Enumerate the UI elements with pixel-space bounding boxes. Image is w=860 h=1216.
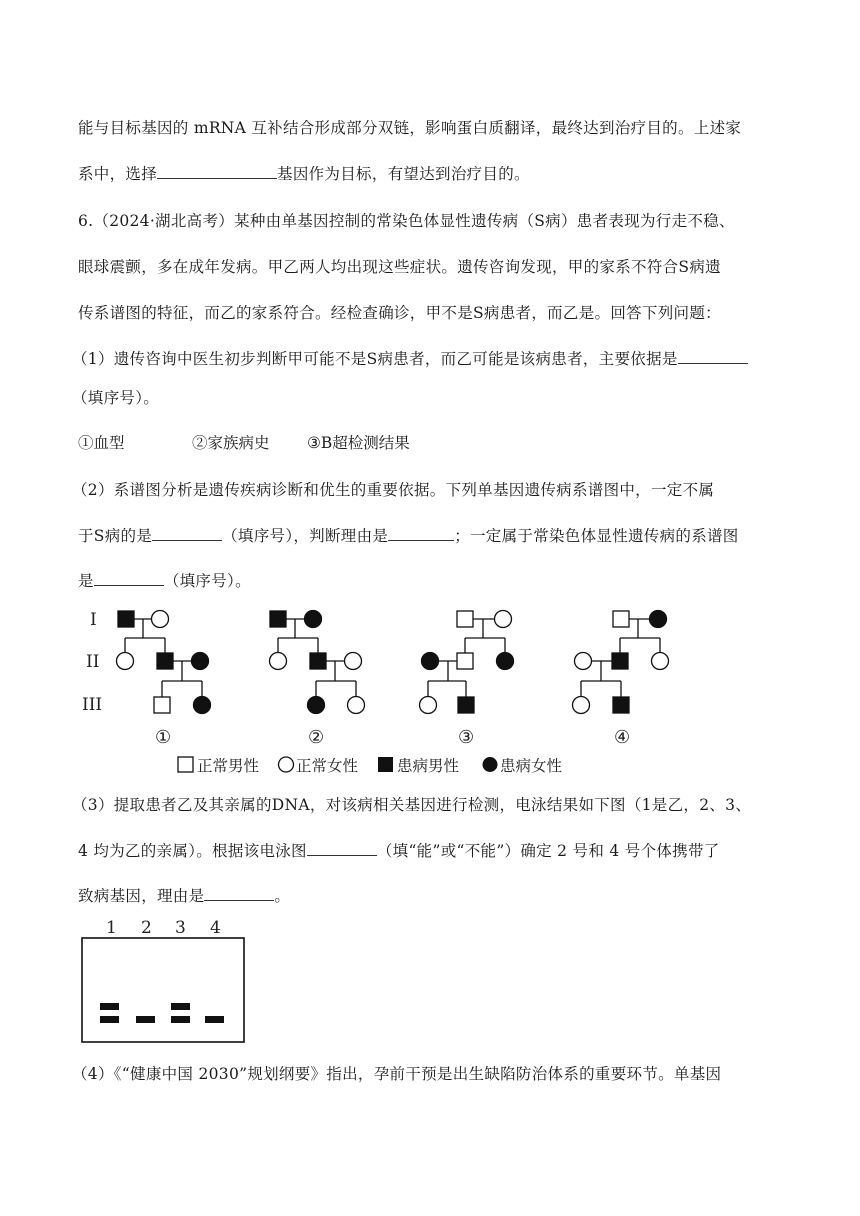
text-span: 致病基因，理由是 xyxy=(78,887,205,905)
option-1: ①血型 xyxy=(78,434,125,452)
lane-label-3: 3 xyxy=(175,918,186,938)
normal-female-symbol xyxy=(279,757,294,772)
sub-question-2-line-2 xyxy=(78,526,739,546)
answer-blank xyxy=(388,526,454,541)
sub-question-3-line-3 xyxy=(78,886,290,906)
text-span: 于S病的是 xyxy=(78,527,153,545)
pedigree-figure xyxy=(70,600,690,780)
legend-affected-female: 患病女性 xyxy=(500,757,563,775)
sub-question-3-line-2 xyxy=(78,841,720,861)
answer-blank xyxy=(204,886,274,901)
sub-question-2-line-1: （2）系谱图分析是遗传疾病诊断和优生的重要依据。下列单基因遗传病系谱图中，一定不属 xyxy=(72,481,715,499)
lane-4-band-lower xyxy=(205,1016,224,1023)
lane-3-band-lower xyxy=(171,1016,190,1023)
lane-label-2: 2 xyxy=(141,918,152,938)
pedigree-label-2: ② xyxy=(308,727,325,748)
legend-normal-female: 正常女性 xyxy=(296,757,359,775)
sub-question-4-line-1: （4）《“健康中国 2030”规划纲要》指出，孕前干预是出生缺陷防治体系的重要环节。单基因 xyxy=(72,1065,722,1083)
lane-1-band-upper xyxy=(100,1003,119,1010)
answer-blank xyxy=(94,571,164,586)
sub-question-3-line-1: （3）提取患者乙及其亲属的DNA，对该病相关基因进行检测，电泳结果如下图（1是乙，2、3、 xyxy=(72,796,752,814)
pedigree-1 xyxy=(117,611,211,714)
text-line-1: 能与目标基因的 mRNA 互补结合形成部分双链，影响蛋白质翻译，最终达到治疗目的。上述家 xyxy=(78,119,742,137)
text-span: ；一定属于常染色体显性遗传病的系谱图 xyxy=(454,527,739,545)
electrophoresis-gel xyxy=(78,912,258,1048)
generation-label-III: III xyxy=(82,695,103,715)
answer-blank xyxy=(678,349,748,364)
pedigree-legend xyxy=(178,757,563,775)
text-span: （填序号），判断理由是 xyxy=(222,527,389,545)
text-span: 4 均为乙的亲属）。根据该电泳图 xyxy=(78,842,307,860)
pedigree-4 xyxy=(573,611,669,714)
text-span: （填“能”或“不能”）确定 2 号和 4 号个体携带了 xyxy=(376,842,720,860)
lane-1-band-lower xyxy=(100,1016,119,1023)
text-span: （填序号）。 xyxy=(163,572,251,590)
affected-male-symbol xyxy=(378,757,393,772)
sub-question-2-line-3 xyxy=(78,571,251,591)
pedigree-label-3: ③ xyxy=(458,727,475,748)
option-3: ③B超检测结果 xyxy=(307,434,410,452)
pedigree-2 xyxy=(270,611,365,714)
pedigree-label-4: ④ xyxy=(614,727,631,748)
question-6-line-3: 传系谱图的特征，而乙的家系符合。经检查确诊，甲不是S病患者，而乙是。回答下列问题： xyxy=(78,304,721,322)
answer-blank xyxy=(157,164,277,179)
sub-question-1-line-2: （填序号）。 xyxy=(72,389,160,407)
text-line-2 xyxy=(78,164,530,184)
text-span: 系中，选择 xyxy=(78,165,158,183)
legend-affected-male: 患病男性 xyxy=(397,757,460,775)
generation-label-II: II xyxy=(86,652,100,672)
lane-label-4: 4 xyxy=(210,918,221,938)
sub-question-1-line-1 xyxy=(72,349,748,369)
gel-frame xyxy=(82,938,244,1042)
text-span: 。 xyxy=(274,887,291,905)
normal-male-symbol xyxy=(178,757,193,772)
answer-blank xyxy=(152,526,222,541)
pedigree-label-1: ① xyxy=(155,727,172,748)
lane-2-band-lower xyxy=(136,1016,155,1023)
lane-label-1: 1 xyxy=(106,918,117,938)
lane-3-band-upper xyxy=(171,1003,190,1010)
affected-female-symbol xyxy=(483,757,498,772)
option-2: ②家族病史 xyxy=(192,434,270,452)
pedigree-3 xyxy=(420,611,514,714)
question-6-line-1: 6.（2024·湖北高考）某种由单基因控制的常染色体显性遗传病（S病）患者表现为行走不稳、 xyxy=(78,212,735,230)
text-span: （1）遗传咨询中医生初步判断甲可能不是S病患者，而乙可能是该病患者，主要依据是 xyxy=(72,350,678,368)
text-span: 是 xyxy=(78,572,94,590)
text-span: 基因作为目标，有望达到治疗目的。 xyxy=(277,165,530,183)
legend-normal-male: 正常男性 xyxy=(197,757,260,775)
generation-label-I: I xyxy=(90,610,97,630)
question-6-line-2: 眼球震颤，多在成年发病。甲乙两人均出现这些症状。遗传咨询发现，甲的家系不符合S病遗 xyxy=(78,258,721,276)
answer-blank xyxy=(307,841,377,856)
